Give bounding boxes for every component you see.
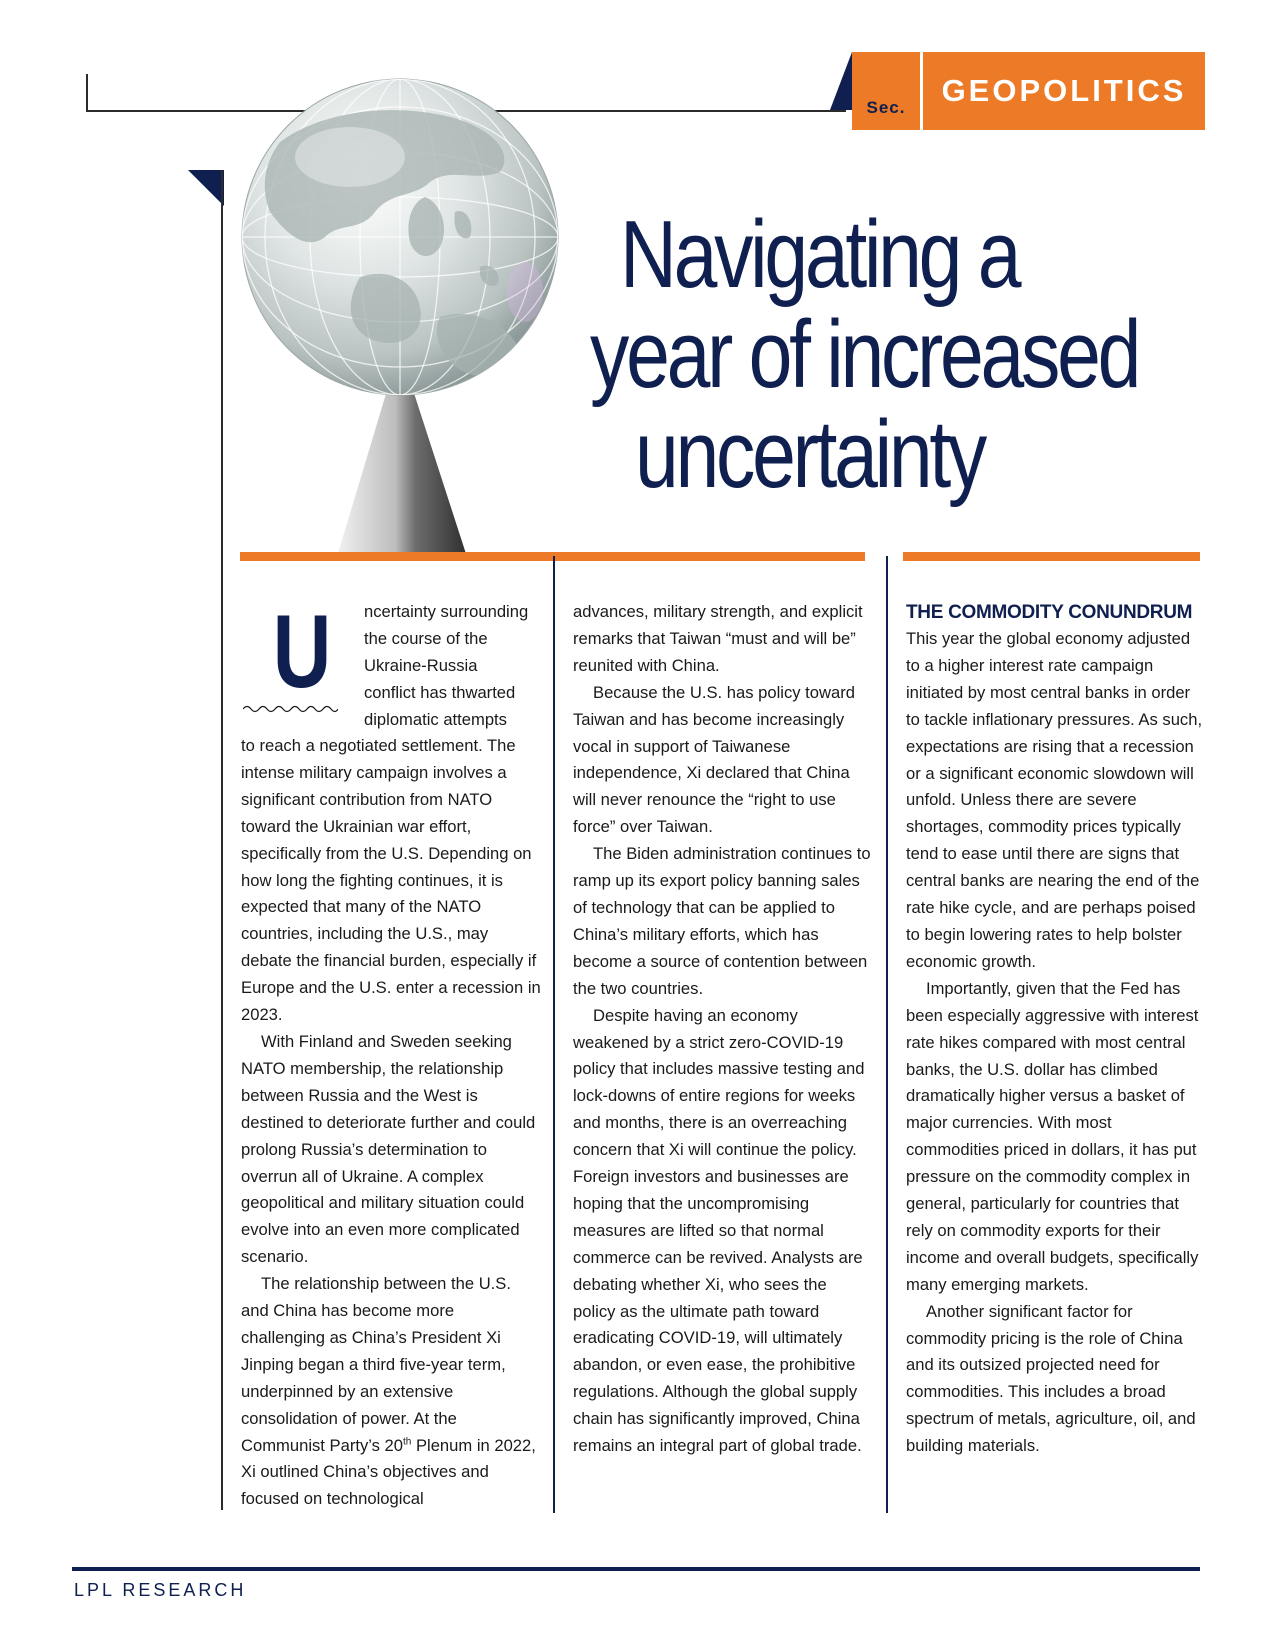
opening-line: Ukraine-Russia xyxy=(364,655,478,675)
column-2-body xyxy=(573,599,873,1460)
paragraph-text: Plenum in 2022, Xi outlined China’s objectives and focused on technological xyxy=(241,1435,536,1509)
footer-label: LPL RESEARCH xyxy=(74,1580,247,1600)
header-tick xyxy=(86,74,88,112)
column-3-heading: THE COMMODITY CONUNDRUM xyxy=(906,602,1193,623)
opening-line: conflict has thwarted xyxy=(364,682,516,702)
headline-line-1: Navigating a xyxy=(620,201,1019,308)
paragraph: With Finland and Sweden seeking NATO membership, the relationship between Russia and the West is destined to deteriorate further and could prolong Russia’s determination to overrun all of Ukraine. A complex geopolitical and military situation could evolve into an even more complicated scenario. xyxy=(241,1031,536,1267)
paragraph: This year the global economy adjusted to a higher interest rate campaign initiated by most central banks in order to tackle inflationary pressures. As such, expectations are rising that a recession or a significant economic slowdown will unfold. Unless there are severe shortages, commodity prices typically tend to ease until there are signs that central banks are nearing the end of the rate hike cycle, and are perhaps poised to begin lowering rates to help bolster economic growth. xyxy=(906,629,1203,971)
drop-cap: U xyxy=(272,594,332,710)
left-vertical-rule xyxy=(221,170,223,1510)
section-name: GEOPOLITICS xyxy=(923,52,1205,130)
section-prefix: Sec. xyxy=(852,52,920,130)
column-1-opening-lines xyxy=(364,599,544,734)
paragraph-text: The relationship between the U.S. and China has become more challenging as China’s President Xi Jinping began a third five-year term, underpinned by an extensive consolidation of power. At the Communist Party’s 20 xyxy=(241,1274,511,1455)
paragraph: Importantly, given that the Fed has been especially aggressive with interest rate hikes compared with most central banks, the U.S. dollar has climbed dramatically higher versus a basket of major currencies. With most commodities priced in dollars, it has put pressure on the commodity complex in general, particularly for countries that rely on commodity exports for their income and overall budgets, specifically many emerging markets. xyxy=(906,978,1199,1294)
headline-line-3: uncertainty xyxy=(635,401,984,508)
column-separator-1 xyxy=(553,556,555,1513)
paragraph: advances, military strength, and explicit remarks that Taiwan “must and will be” reunited with China. xyxy=(573,602,863,675)
drop-cap-wave-ornament xyxy=(243,703,338,715)
paragraph: Because the U.S. has policy toward Taiwan and has become increasingly vocal in support of Taiwanese independence, Xi declared that China will never renounce the “right to use force” over Taiwan. xyxy=(573,682,855,837)
opening-line: ncertainty surrounding xyxy=(364,602,529,621)
paragraph: to reach a negotiated settlement. The intense military campaign involves a significant contribution from NATO toward the Ukrainian war effort, specifically from the U.S. Depending on how long the fighting continues, it is expected that many of the NATO countries, including the U.S., may debate the financial burden, especially if Europe and the U.S. enter a recession in 2023. xyxy=(241,736,541,1025)
paragraph xyxy=(241,1271,541,1513)
opening-line: diplomatic attempts xyxy=(364,709,507,729)
footer-rule xyxy=(72,1567,1200,1571)
column-3-body xyxy=(906,599,1204,1460)
corner-triangle xyxy=(188,170,224,206)
paragraph: The Biden administration continues to ramp up its export policy banning sales of technology that can be applied to China’s military efforts, which has become a source of contention between the two countries. xyxy=(573,844,871,998)
column-separator-2 xyxy=(886,556,888,1513)
headline xyxy=(560,201,1260,508)
opening-line: the course of the xyxy=(364,628,488,648)
headline-line-2: year of increased xyxy=(590,301,1139,408)
column-1-body xyxy=(241,733,541,1513)
superscript: th xyxy=(403,1436,412,1448)
paragraph: Despite having an economy weakened by a strict zero-COVID-19 policy that includes massive testing and lock-downs of entire regions for weeks and months, there is an overreaching concern that Xi will continue the policy. Foreign investors and businesses are hoping that the uncompromising measures are lifted so that normal commerce can be revived. Analysts are debating whether Xi, who sees the policy as the ultimate path toward eradicating COVID-19, will ultimately abandon, or even ease, the prohibitive regulations. Although the global supply chain has significantly improved, China remains an integral part of global trade. xyxy=(573,1005,865,1456)
section-tag-triangle xyxy=(830,52,852,110)
paragraph: Another significant factor for commodity pricing is the role of China and its outsized projected need for commodities. This includes a broad spectrum of metals, agriculture, oil, and building materials. xyxy=(906,1301,1196,1456)
orange-rule-right xyxy=(903,552,1200,561)
